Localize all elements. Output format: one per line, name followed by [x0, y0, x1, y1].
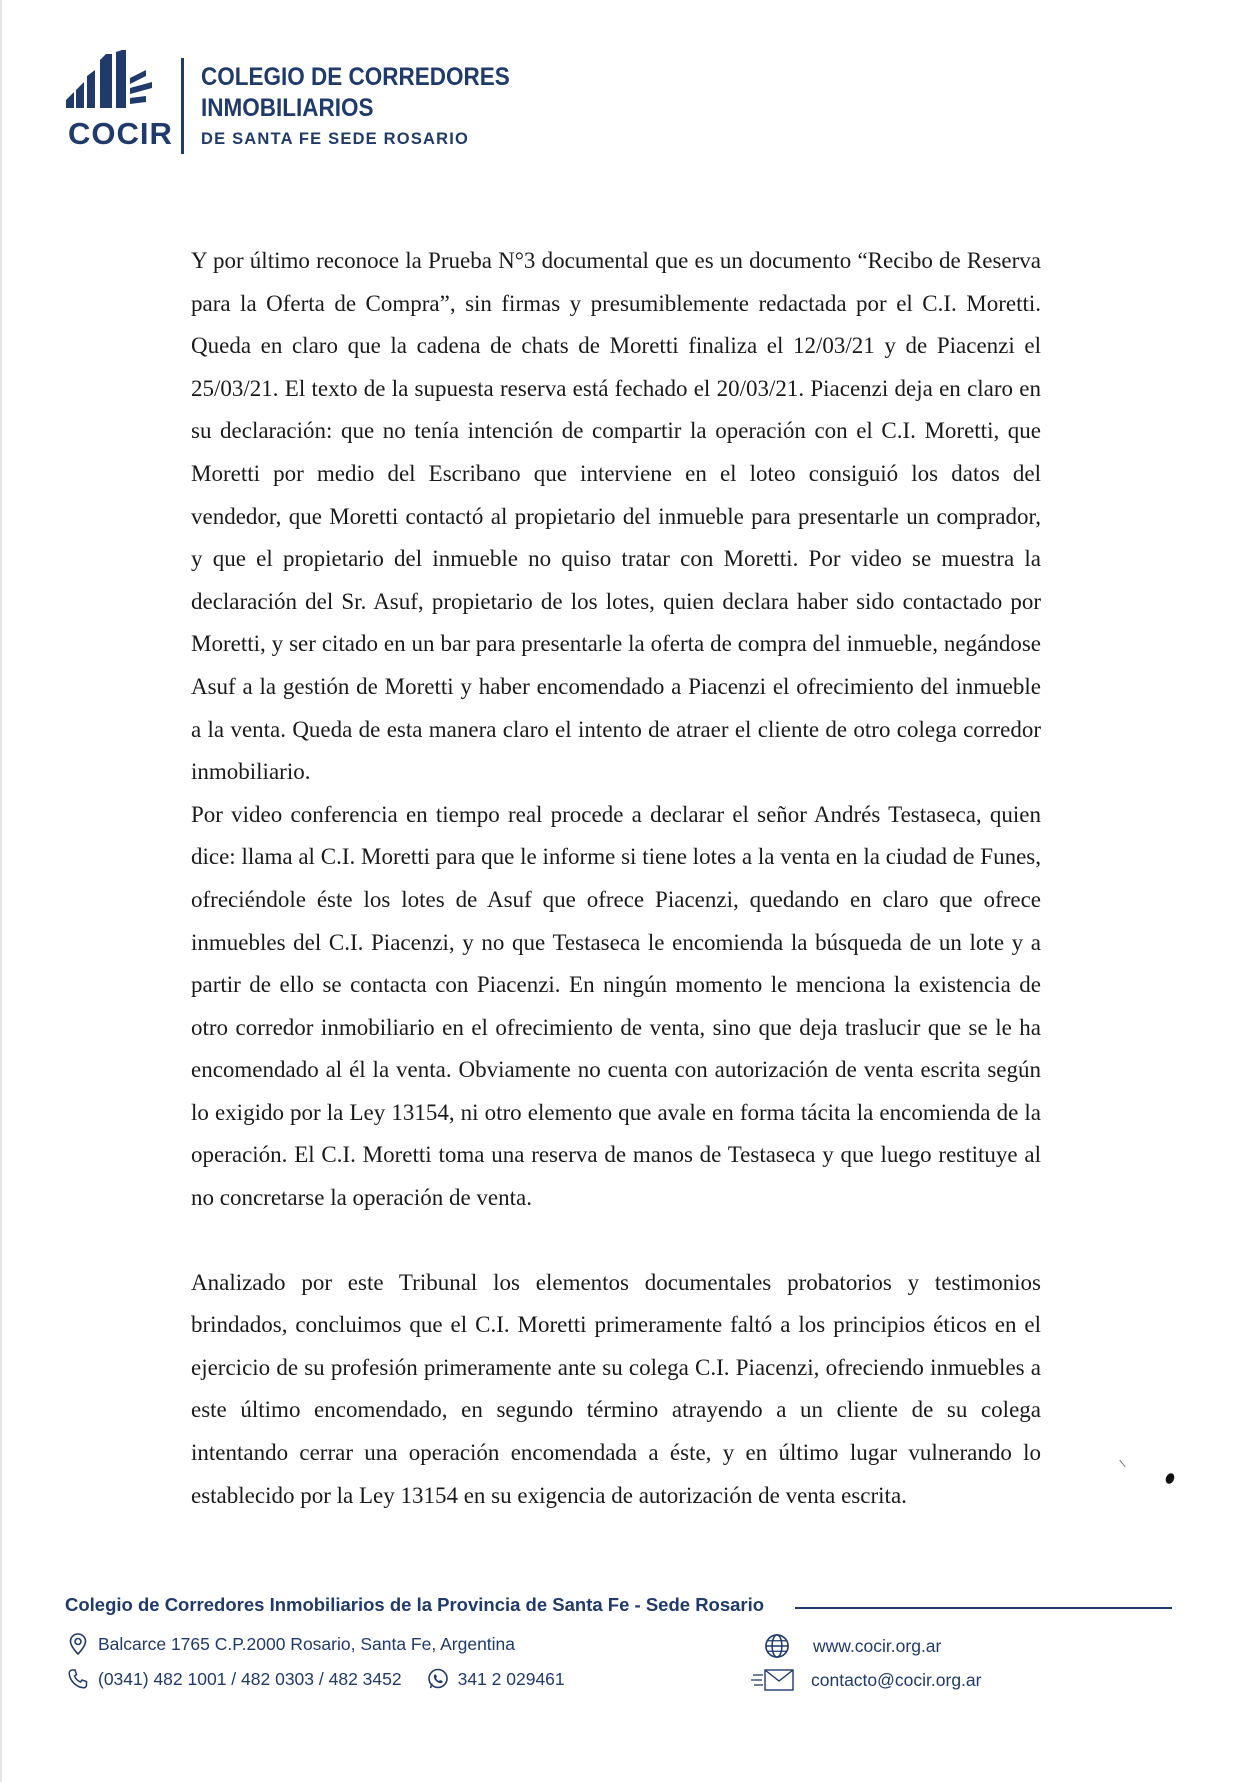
footer-email-row — [751, 1667, 981, 1693]
phone-icon — [66, 1667, 90, 1691]
globe-icon — [763, 1632, 791, 1660]
institution-subtitle: DE SANTA FE SEDE ROSARIO — [201, 130, 470, 148]
footer-address: Balcarce 1765 C.P.2000 Rosario, Santa Fe, Argentina — [98, 1633, 516, 1654]
body-paragraph-1: Y por último reconoce la Prueba N°3 documental que es un documento “Recibo de Reserva para la Oferta de Compra”, sin firmas y presumiblemente redactada por el C.I. Moretti. Queda en claro que la cadena de chats de Moretti finaliza el 12/03/21 y de Piacenzi el 25/03/21. El texto de la supuesta reserva está fechado el 20/03/21. Piacenzi deja en claro en su declaración: que no tenía intención de compartir la operación con el C.I. Moretti, que Moretti por medio del Escribano que interviene en el loteo consiguió los datos del vendedor, que Moretti contactó al propietario del inmueble para presentarle un comprador, y que el propietario del inmueble no quiso tratar con Moretti. Por video se muestra la declaración del Sr. Asuf, propietario de los lotes, quien declara haber sido contactado por Moretti, y ser citado en un bar para presentarle la oferta de compra del inmueble, negándose Asuf a la gestión de Moretti y haber encomendado a Piacenzi el ofrecimiento del inmueble a la venta. Queda de esta manera claro el intento de atraer el cliente de otro colega corredor inmobiliario. — [191, 248, 1041, 785]
letterhead — [60, 48, 560, 158]
footer-address-row — [66, 1632, 515, 1656]
footer-website[interactable]: www.cocir.org.ar — [813, 1635, 942, 1656]
logo-wordmark: COCIR — [68, 116, 173, 151]
institution-name-line1: COLEGIO DE CORREDORES — [201, 63, 510, 91]
ink-mark — [1164, 1472, 1176, 1485]
scan-mark — [1119, 1460, 1126, 1468]
envelope-icon — [751, 1667, 795, 1693]
footer — [0, 1592, 1242, 1782]
paragraph-gap — [191, 1220, 1041, 1262]
footer-email[interactable]: contacto@cocir.org.ar — [811, 1669, 982, 1690]
header-divider — [181, 58, 184, 154]
footer-phones: (0341) 482 1001 / 482 0303 / 482 3452 — [98, 1668, 402, 1689]
footer-phone-row — [66, 1667, 565, 1691]
footer-whatsapp: 341 2 029461 — [457, 1668, 565, 1689]
footer-website-row — [763, 1632, 941, 1660]
institution-name — [201, 62, 510, 124]
body-paragraph-2: Por video conferencia en tiempo real procede a declarar el señor Andrés Testaseca, quien dice: llama al C.I. Moretti para que le informe si tiene lotes a la venta en la ciudad de Funes, ofreciéndole éste los lotes de Asuf que ofrece Piacenzi, quedando en claro que ofrece inmuebles del C.I. Piacenzi, y no que Testaseca le encomienda la búsqueda de un lote y a partir de ello se contacta con Piacenzi. En ningún momento le menciona la existencia de otro corredor inmobiliario en el ofrecimiento de venta, sino que deja traslucir que se le ha encomendado al él la venta. Obviamente no cuenta con autorización de venta escrita según lo exigido por la Ley 13154, ni otro elemento que avale en forma tácita la encomienda de la operación. El C.I. Moretti toma una reserva de manos de Testaseca y que luego restituye al no concretarse la operación de venta. — [191, 801, 1041, 1211]
institution-name-line2: INMOBILIARIOS — [201, 94, 374, 122]
whatsapp-icon — [426, 1667, 450, 1691]
document-body — [191, 240, 1041, 1517]
body-paragraph-3: Analizado por este Tribunal los elementos documentales probatorios y testimonios brindados, concluimos que el C.I. Moretti primeramente faltó a los principios éticos en el ejercicio de su profesión primeramente ante su colega C.I. Piacenzi, ofreciendo inmuebles a este último encomendado, en segundo término atrayendo a un cliente de su colega intentando cerrar una operación encomendada a éste, y en último lugar vulnerando lo establecido por la Ley 13154 en su exigencia de autorización de venta escrita. — [191, 1269, 1041, 1508]
footer-title: Colegio de Corredores Inmobiliarios de la Provincia de Santa Fe - Sede Rosario — [65, 1594, 765, 1615]
location-pin-icon — [66, 1632, 90, 1656]
footer-rule — [795, 1607, 1172, 1609]
scan-edge — [0, 0, 2, 1782]
